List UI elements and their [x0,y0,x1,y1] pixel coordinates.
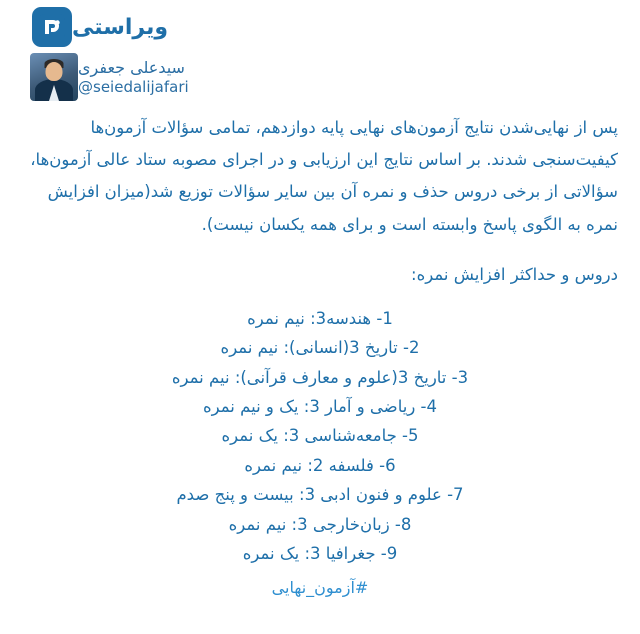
list-item: 8- زبان‌خارجی 3: نیم نمره [228,514,412,534]
hashtag-link[interactable]: #آزمون_نهایی [271,578,369,598]
course-list [22,304,618,568]
header [0,0,640,48]
app-logo-icon [32,7,72,47]
brand-title: ویراستی [72,14,169,40]
list-item: 3- تاریخ 3(علوم و معارف قرآنی): نیم نمره [171,367,469,387]
post-content [0,102,640,597]
list-item: 2- تاریخ 3(انسانی): نیم نمره [220,338,420,358]
author-row [0,48,640,102]
author-info [78,58,189,97]
list-item: 5- جامعه‌شناسی 3: یک نمره [221,426,419,446]
list-item: 1- هندسه3: نیم نمره [247,309,393,329]
list-item: 7- علوم و فنون ادبی 3: بیست و پنج صدم [176,485,464,505]
list-item: 4- ریاضی و آمار 3: یک و نیم نمره [203,397,437,417]
list-item: 6- فلسفه 2: نیم نمره [244,455,396,475]
paragraph-1: پس از نهایی‌شدن نتایج آزمون‌های نهایی پایه دوازدهم، تمامی سؤالات آزمون‌ها کیفیت‌سنجی شدند. بر اساس نتایج این ارزیابی و در اجرای مصوبه ستاد عالی آزمون‌ها، سؤالاتی از برخی دروس حذف و نمره آن بین سایر سؤالات توزیع شد(میزان افزایش نمره به الگوی پاسخ وابسته است و برای همه یکسان نیست). [30,118,618,234]
avatar [30,53,78,101]
list-heading: دروس و حداکثر افزایش نمره: [411,264,618,284]
author-name: سیدعلی جعفری [78,57,185,77]
author-handle[interactable]: @seiedalijafari [78,77,189,96]
list-item: 9- جغرافیا 3: یک نمره [242,543,398,563]
